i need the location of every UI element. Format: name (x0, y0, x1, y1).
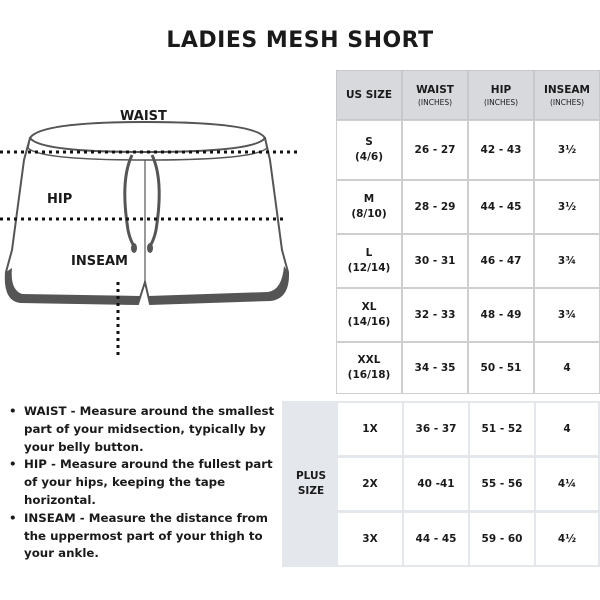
shorts-diagram (0, 100, 310, 370)
table-row-size: M (8/10) (336, 180, 402, 234)
table-row-inseam: 3½ (534, 180, 600, 234)
plus-row-inseam: 4½ (536, 513, 598, 565)
bullet-icon: • (9, 404, 17, 418)
note-inseam: • INSEAM - Measure the distance from the uppermost part of your thigh to your ankle. (9, 510, 268, 561)
hip-label: HIP (47, 192, 73, 207)
table-row-hip: 50 - 51 (468, 342, 534, 394)
plus-row-hip: 55 - 56 (470, 458, 534, 510)
table-row-size: S (4/6) (336, 120, 402, 180)
plus-row-hip: 59 - 60 (470, 513, 534, 565)
table-row-waist: 32 - 33 (402, 288, 468, 342)
measurement-notes (8, 403, 280, 563)
header-inseam: INSEAM (INCHES) (534, 70, 600, 120)
header-us-size: US SIZE (336, 70, 402, 120)
table-row-hip: 48 - 49 (468, 288, 534, 342)
table-row-hip: 44 - 45 (468, 180, 534, 234)
table-row-inseam: 3¾ (534, 234, 600, 288)
plus-row-waist: 36 - 37 (404, 403, 468, 455)
table-row-size: XXL (16/18) (336, 342, 402, 394)
table-row-inseam: 3¾ (534, 288, 600, 342)
table-row-inseam: 3½ (534, 120, 600, 180)
note-hip: • HIP - Measure around the fullest part of your hips, keeping the tape horizontal. (9, 457, 273, 507)
page-title: LADIES MESH SHORT (166, 28, 434, 53)
plus-row-size: 3X (338, 513, 402, 565)
plus-row-hip: 51 - 52 (470, 403, 534, 455)
plus-row-inseam: 4 (536, 403, 598, 455)
table-row-hip: 42 - 43 (468, 120, 534, 180)
table-row-size: XL (14/16) (336, 288, 402, 342)
table-row-hip: 46 - 47 (468, 234, 534, 288)
waist-label: WAIST (120, 109, 167, 124)
bullet-icon: • (9, 510, 17, 525)
plus-row-waist: 44 - 45 (404, 513, 468, 565)
bullet-icon: • (9, 457, 17, 472)
plus-row-size: 2X (338, 458, 402, 510)
shorts-illustration-icon (0, 100, 310, 370)
table-row-waist: 30 - 31 (402, 234, 468, 288)
plus-row-waist: 40 -41 (404, 458, 468, 510)
header-waist: WAIST (INCHES) (402, 70, 468, 120)
plus-row-size: 1X (338, 403, 402, 455)
header-hip: HIP (INCHES) (468, 70, 534, 120)
note-waist: • WAIST - Measure around the smallest part of your midsection, typically by your belly button. (9, 404, 275, 454)
table-row-size: L (12/14) (336, 234, 402, 288)
table-row-waist: 26 - 27 (402, 120, 468, 180)
table-row-inseam: 4 (534, 342, 600, 394)
plus-row-inseam: 4¼ (536, 458, 598, 510)
plus-size-label: PLUS SIZE (282, 401, 600, 567)
inseam-label: INSEAM (71, 254, 128, 269)
table-row-waist: 34 - 35 (402, 342, 468, 394)
table-row-waist: 28 - 29 (402, 180, 468, 234)
